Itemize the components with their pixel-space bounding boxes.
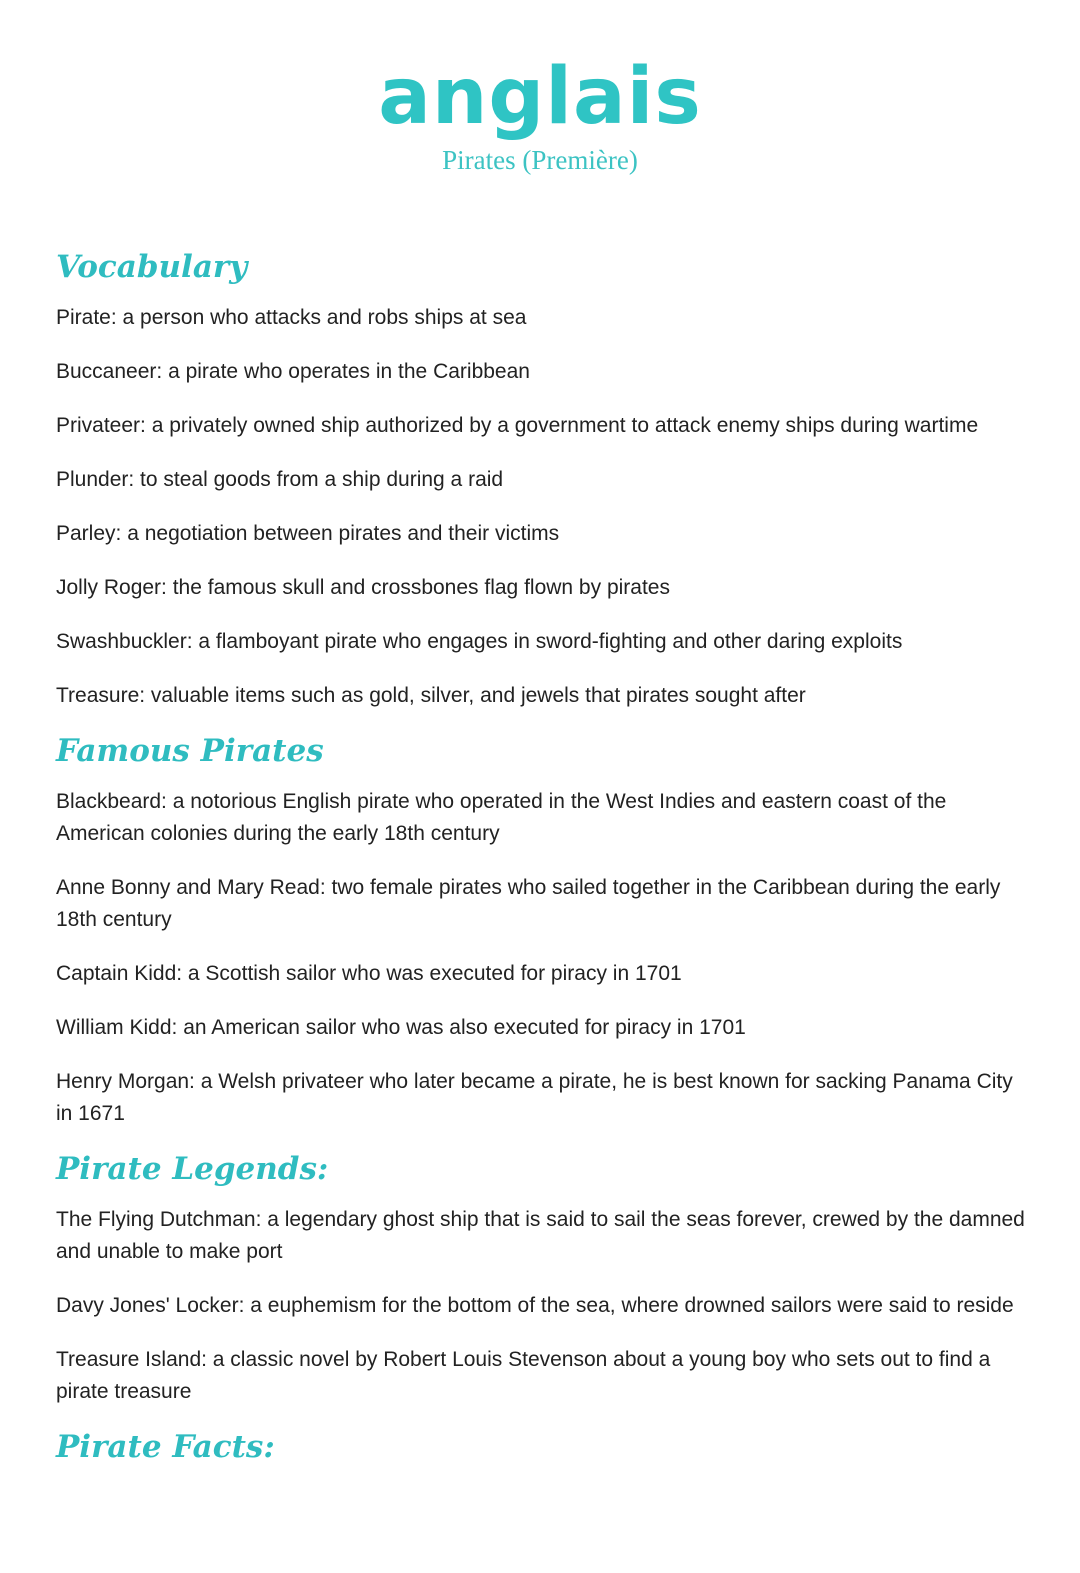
section-famous-pirates	[56, 730, 1026, 1130]
section-heading-vocabulary: Vocabulary	[56, 249, 248, 285]
vocab-entry: Plunder: to steal goods from a ship during a raid	[56, 468, 504, 491]
page-title: anglais	[378, 52, 702, 142]
vocab-entry: Swashbuckler: a flamboyant pirate who engages in sword-fighting and other daring exploits	[56, 630, 903, 653]
vocab-entry: Buccaneer: a pirate who operates in the Caribbean	[56, 360, 530, 383]
pirate-entry: Captain Kidd: a Scottish sailor who was executed for piracy in 1701	[56, 962, 682, 985]
pirate-entry: Anne Bonny and Mary Read: two female pirates who sailed together in the Caribbean during the early 18th century	[56, 876, 1001, 931]
legend-entry: Treasure Island: a classic novel by Robert Louis Stevenson about a young boy who sets out to find a pirate treasure	[56, 1348, 991, 1403]
section-pirate-legends	[56, 1148, 1026, 1408]
legend-entry: Davy Jones' Locker: a euphemism for the bottom of the sea, where drowned sailors were said to reside	[56, 1294, 1014, 1317]
section-heading-pirate-legends: Pirate Legends:	[56, 1151, 329, 1187]
vocab-entry: Privateer: a privately owned ship authorized by a government to attack enemy ships during wartime	[56, 414, 979, 437]
section-heading-famous-pirates: Famous Pirates	[56, 733, 324, 769]
document-body	[56, 246, 1026, 1482]
pirate-entry: Henry Morgan: a Welsh privateer who later became a pirate, he is best known for sacking Panama City in 1671	[56, 1070, 1013, 1125]
vocab-entry: Pirate: a person who attacks and robs ships at sea	[56, 306, 527, 329]
page-subtitle: Pirates (Première)	[442, 145, 638, 175]
vocab-entry: Treasure: valuable items such as gold, silver, and jewels that pirates sought after	[56, 684, 806, 707]
section-heading-pirate-facts: Pirate Facts:	[56, 1429, 275, 1465]
vocab-entry: Parley: a negotiation between pirates and their victims	[56, 522, 560, 545]
page-header	[0, 52, 1080, 176]
pirate-entry: William Kidd: an American sailor who was also executed for piracy in 1701	[56, 1016, 746, 1039]
section-vocabulary	[56, 246, 1026, 712]
pirate-entry: Blackbeard: a notorious English pirate who operated in the West Indies and eastern coast of the American colonies during the early 18th century	[56, 790, 947, 845]
vocab-entry: Jolly Roger: the famous skull and crossbones flag flown by pirates	[56, 576, 670, 599]
legend-entry: The Flying Dutchman: a legendary ghost ship that is said to sail the seas forever, crewed by the damned and unable to make port	[56, 1208, 1025, 1263]
section-pirate-facts	[56, 1426, 1026, 1468]
